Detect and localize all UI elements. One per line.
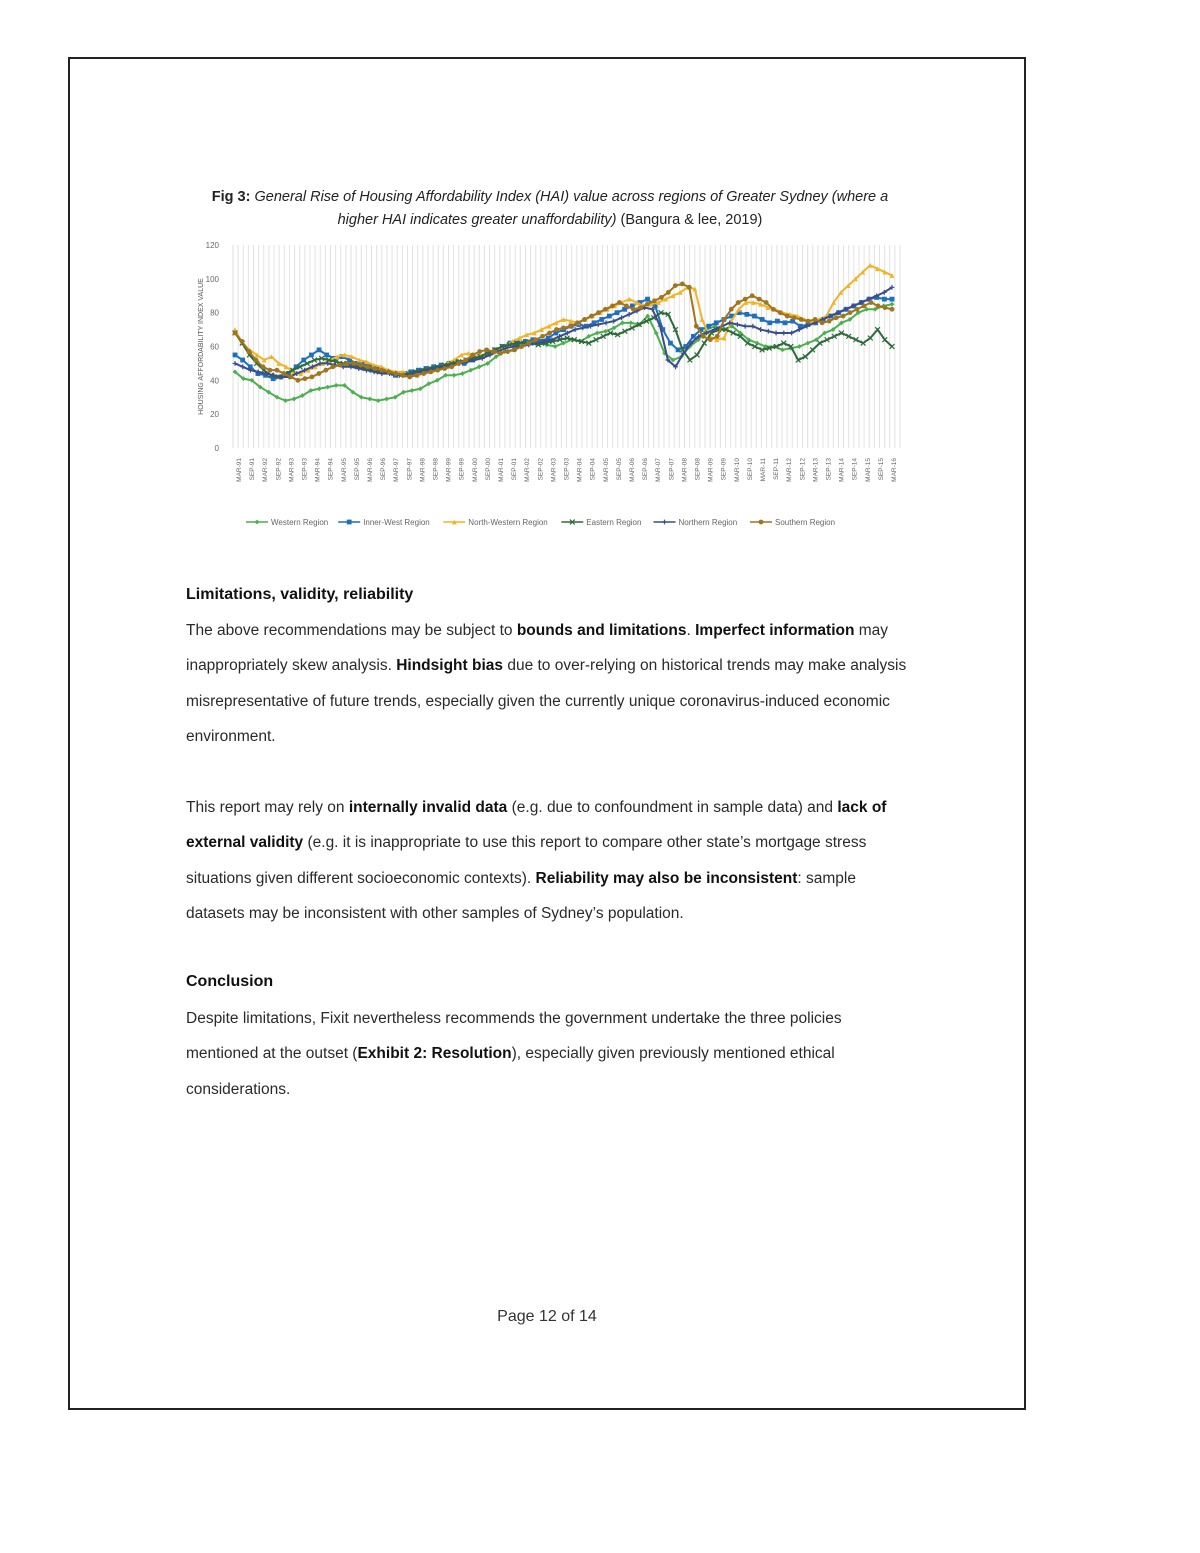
series-point — [289, 375, 294, 380]
x-tick-label: MAR-95 — [340, 458, 348, 482]
series-point — [309, 375, 314, 380]
series-point — [700, 317, 705, 322]
legend-label: Western Region — [271, 518, 329, 527]
y-axis-label: HOUSING AFFORDABILITY INDEX VALUE — [198, 278, 205, 415]
series-point — [358, 363, 363, 368]
x-tick-label: MAR-92 — [262, 458, 270, 482]
text-run: due to over-relying on historical trends may make analysis misrepresentative of future trends, especially given the currently unique coronavirus-induced economic environment. — [186, 657, 907, 745]
series-point — [442, 366, 447, 371]
x-tick-label: SEP-15 — [877, 458, 885, 481]
x-tick-label: SEP-09 — [720, 458, 728, 481]
x-tick-label: SEP-00 — [484, 458, 492, 481]
series-point — [736, 300, 741, 305]
series-point — [841, 314, 846, 319]
series-point — [409, 388, 414, 393]
series-point — [806, 319, 811, 324]
series-point — [317, 347, 322, 352]
series-point — [694, 324, 699, 329]
x-tick-label: MAR-07 — [655, 458, 663, 482]
series-point — [421, 371, 426, 376]
series-point — [715, 334, 720, 339]
series-point — [407, 375, 412, 380]
legend-label: Inner-West Region — [363, 518, 430, 527]
series-point — [240, 339, 245, 344]
series-point — [610, 304, 615, 309]
series-point — [330, 364, 335, 369]
series-point — [668, 341, 673, 346]
series-point — [645, 297, 650, 302]
series-point — [624, 304, 629, 309]
series-point — [491, 349, 496, 354]
series-point — [820, 320, 825, 325]
document-page — [68, 57, 1026, 1410]
series-point — [452, 373, 457, 378]
x-tick-label: MAR-98 — [419, 458, 427, 482]
x-tick-label: SEP-14 — [851, 458, 859, 481]
y-tick-label: 0 — [214, 444, 219, 453]
series-point — [317, 386, 322, 391]
x-tick-label: MAR-16 — [891, 458, 898, 482]
series-point — [890, 297, 895, 302]
y-tick-label: 80 — [210, 308, 219, 318]
x-tick-label: MAR-97 — [393, 458, 401, 482]
series-point — [785, 314, 790, 319]
series-point — [599, 317, 604, 322]
x-tick-label: SEP-01 — [511, 458, 519, 481]
series-point — [596, 322, 601, 327]
series-point — [883, 305, 888, 310]
series-point — [254, 358, 259, 363]
series-point — [344, 361, 349, 366]
series-point — [743, 297, 748, 302]
series-point — [582, 317, 587, 322]
series-point — [325, 385, 330, 390]
series-point — [554, 327, 559, 332]
series-point — [519, 344, 524, 349]
y-tick-label: 100 — [205, 274, 219, 284]
series-point — [764, 300, 769, 305]
text-run: : sample datasets may be inconsistent with other samples of Sydney’s population. — [186, 869, 856, 922]
series-point — [774, 331, 779, 336]
series-point — [834, 315, 839, 320]
text-run: may inappropriately skew analysis. — [186, 622, 889, 675]
series-point — [778, 310, 783, 315]
series-point — [752, 314, 757, 319]
series-point — [792, 315, 797, 320]
x-tick-label: MAR-00 — [471, 458, 479, 482]
x-tick-label: SEP-07 — [668, 458, 676, 481]
series-point — [775, 319, 780, 324]
series-point — [771, 307, 776, 312]
series-point — [744, 312, 749, 317]
series-point — [540, 334, 545, 339]
series-point — [456, 361, 461, 366]
text-run: ), especially given previously mentioned ethical considerations. — [186, 1045, 835, 1098]
series-point — [589, 314, 594, 319]
x-tick-label: SEP-10 — [746, 458, 754, 481]
series-point — [799, 317, 804, 322]
x-tick-label: SEP-03 — [563, 458, 571, 481]
text-run: (e.g. it is inappropriate to use this report to compare other state’s mortgage stress situations given different socioeconomic contexts). — [186, 834, 867, 887]
figure-caption-label: Fig 3: — [211, 189, 251, 205]
legend-label: Northern Region — [678, 518, 738, 527]
x-tick-label: MAR-96 — [367, 458, 374, 482]
series-point — [890, 307, 895, 312]
figure-caption-citation: (Bangura & lee, 2019) — [620, 212, 763, 228]
series-point — [714, 320, 719, 325]
series-point — [400, 373, 405, 378]
series-point — [324, 353, 329, 358]
series-point — [240, 358, 245, 363]
series-point — [347, 520, 352, 525]
series-point — [729, 307, 734, 312]
series-point — [512, 347, 517, 352]
series-point — [708, 337, 713, 342]
series-point — [890, 302, 895, 307]
series-point — [701, 334, 706, 339]
x-tick-label: SEP-02 — [537, 458, 545, 481]
series-point — [296, 378, 301, 383]
series-point — [449, 364, 454, 369]
series-point — [275, 368, 280, 373]
series-point — [365, 364, 370, 369]
series-point — [323, 368, 328, 373]
x-tick-label: SEP-96 — [380, 458, 388, 481]
x-tick-label: MAR-93 — [288, 458, 296, 482]
series-point — [334, 383, 339, 388]
limitations-paragraph — [186, 613, 916, 754]
bold-run: Imperfect information — [695, 622, 855, 639]
series-point — [435, 368, 440, 373]
series-point — [351, 361, 356, 366]
x-tick-label: MAR-04 — [576, 458, 584, 482]
series-point — [767, 320, 772, 325]
x-tick-label: SEP-04 — [589, 458, 597, 481]
bold-run: Exhibit 2: Resolution — [357, 1045, 512, 1063]
series-point — [882, 297, 887, 302]
series-point — [757, 297, 762, 302]
bold-run: lack of external validity — [186, 799, 887, 852]
series-point — [526, 341, 531, 346]
series-point — [759, 520, 764, 525]
series-point — [750, 293, 755, 298]
x-tick-label: MAR-08 — [681, 458, 689, 482]
series-point — [666, 290, 671, 295]
series-point — [783, 320, 788, 325]
series-point — [607, 314, 612, 319]
x-tick-label: MAR-10 — [733, 458, 741, 482]
x-tick-label: SEP-92 — [275, 458, 283, 481]
x-tick-label: SEP-98 — [432, 458, 440, 481]
series-point — [505, 349, 510, 354]
x-tick-label: SEP-11 — [773, 458, 781, 480]
series-point — [261, 364, 266, 369]
x-tick-label: MAR-15 — [864, 458, 872, 482]
series-point — [384, 397, 389, 402]
series-point — [233, 331, 238, 336]
series-point — [309, 353, 314, 358]
series-point — [869, 300, 874, 305]
figure-caption-title: General Rise of Housing Affordability Index (HAI) value across regions of Greater Sydney (where a higher HAI indicates greater unaffordability) — [254, 189, 889, 228]
bold-run: bounds and limitations — [516, 622, 687, 639]
series-point — [848, 310, 853, 315]
chart-svg — [188, 235, 908, 535]
series-point — [393, 371, 398, 376]
series-point — [890, 344, 895, 349]
y-tick-label: 120 — [205, 241, 219, 250]
series-point — [638, 305, 643, 310]
series-point — [652, 298, 657, 303]
x-tick-label: SEP-13 — [825, 458, 833, 481]
series-point — [414, 373, 419, 378]
legend-label: Southern Region — [775, 518, 836, 527]
series-point — [386, 369, 391, 374]
x-tick-label: MAR-01 — [498, 458, 505, 482]
series-point — [631, 307, 636, 312]
conclusion-heading: Conclusion — [186, 973, 274, 990]
x-tick-label: MAR-06 — [629, 458, 636, 482]
series-point — [316, 371, 321, 376]
x-tick-label: SEP-91 — [249, 458, 257, 481]
y-tick-label: 60 — [210, 342, 219, 352]
limitations-heading: Limitations, validity, reliability — [186, 586, 414, 603]
conclusion-paragraph — [186, 1001, 916, 1107]
bold-run: Reliability may also be inconsistent — [535, 869, 798, 887]
series-point — [233, 353, 238, 358]
x-tick-label: SEP-94 — [327, 458, 335, 481]
series-point — [615, 310, 620, 315]
series-point — [617, 300, 622, 305]
series-point — [498, 351, 503, 356]
x-tick-label: SEP-06 — [642, 458, 650, 481]
series-point — [662, 520, 667, 525]
x-tick-label: MAR-14 — [838, 458, 846, 482]
text-run: (e.g. due to confoundment in sample data) and — [507, 799, 838, 816]
series-point — [603, 307, 608, 312]
series-point — [876, 304, 881, 309]
x-tick-label: SEP-95 — [353, 458, 361, 481]
series-point — [428, 369, 433, 374]
legend-label: North-Western Region — [468, 518, 548, 527]
series-point — [645, 302, 650, 307]
x-tick-label: MAR-11 — [760, 458, 767, 482]
series-point — [247, 349, 252, 354]
series-point — [337, 363, 342, 368]
series-point — [477, 349, 482, 354]
series-point — [302, 376, 307, 381]
bold-run: Hindsight bias — [396, 657, 504, 675]
series-point — [596, 310, 601, 315]
series-point — [691, 334, 696, 339]
series-point — [862, 304, 867, 309]
series-point — [268, 368, 273, 373]
figure-caption — [190, 186, 910, 232]
x-tick-label: MAR-12 — [786, 458, 794, 482]
legend-label: Eastern Region — [586, 518, 642, 527]
x-tick-label: MAR-05 — [602, 458, 610, 482]
x-tick-label: MAR-94 — [314, 458, 322, 482]
x-tick-label: MAR-03 — [550, 458, 558, 482]
x-tick-label: SEP-12 — [799, 458, 807, 481]
series-point — [470, 353, 475, 358]
series-point — [628, 320, 633, 325]
series-point — [575, 320, 580, 325]
series-point — [673, 283, 678, 288]
text-run: . — [686, 622, 696, 639]
series-point — [706, 324, 711, 329]
validity-paragraph — [186, 790, 916, 931]
series-point — [676, 347, 681, 352]
series-point — [379, 368, 384, 373]
series-point — [533, 337, 538, 342]
x-tick-label: SEP-99 — [458, 458, 466, 481]
series-point — [827, 319, 832, 324]
page-number: Page 12 of 14 — [497, 1308, 597, 1325]
series-point — [484, 347, 489, 352]
series-point — [255, 520, 260, 525]
x-tick-label: SEP-05 — [615, 458, 623, 481]
text-run: This report may rely on — [186, 799, 349, 816]
series-point — [722, 317, 727, 322]
series-point — [687, 285, 692, 290]
series-point — [659, 295, 664, 300]
y-tick-label: 40 — [210, 376, 219, 386]
series-point — [372, 366, 377, 371]
series-point — [463, 358, 468, 363]
series-point — [680, 282, 685, 287]
x-tick-label: MAR-13 — [812, 458, 820, 482]
x-tick-label: MAR-91 — [236, 458, 243, 482]
x-tick-label: MAR-09 — [707, 458, 715, 482]
series-point — [760, 317, 765, 322]
x-tick-label: SEP-93 — [301, 458, 309, 481]
x-tick-label: MAR-02 — [524, 458, 532, 482]
series-point — [568, 324, 573, 329]
series-point — [561, 325, 566, 330]
series-point — [743, 324, 748, 329]
series-point — [855, 307, 860, 312]
series-point — [547, 331, 552, 336]
bold-run: internally invalid data — [348, 799, 508, 816]
series-point — [282, 371, 287, 376]
y-tick-label: 20 — [210, 410, 219, 420]
hai-line-chart — [188, 235, 908, 535]
x-tick-label: MAR-99 — [445, 458, 453, 482]
text-run: Despite limitations, Fixit nevertheless recommends the government undertake the three policies mentioned at the outset ( — [186, 1010, 842, 1063]
text-run: The above recommendations may be subject to — [186, 622, 517, 639]
x-tick-label: SEP-97 — [406, 458, 414, 481]
series-point — [813, 317, 818, 322]
x-tick-label: SEP-08 — [694, 458, 702, 481]
